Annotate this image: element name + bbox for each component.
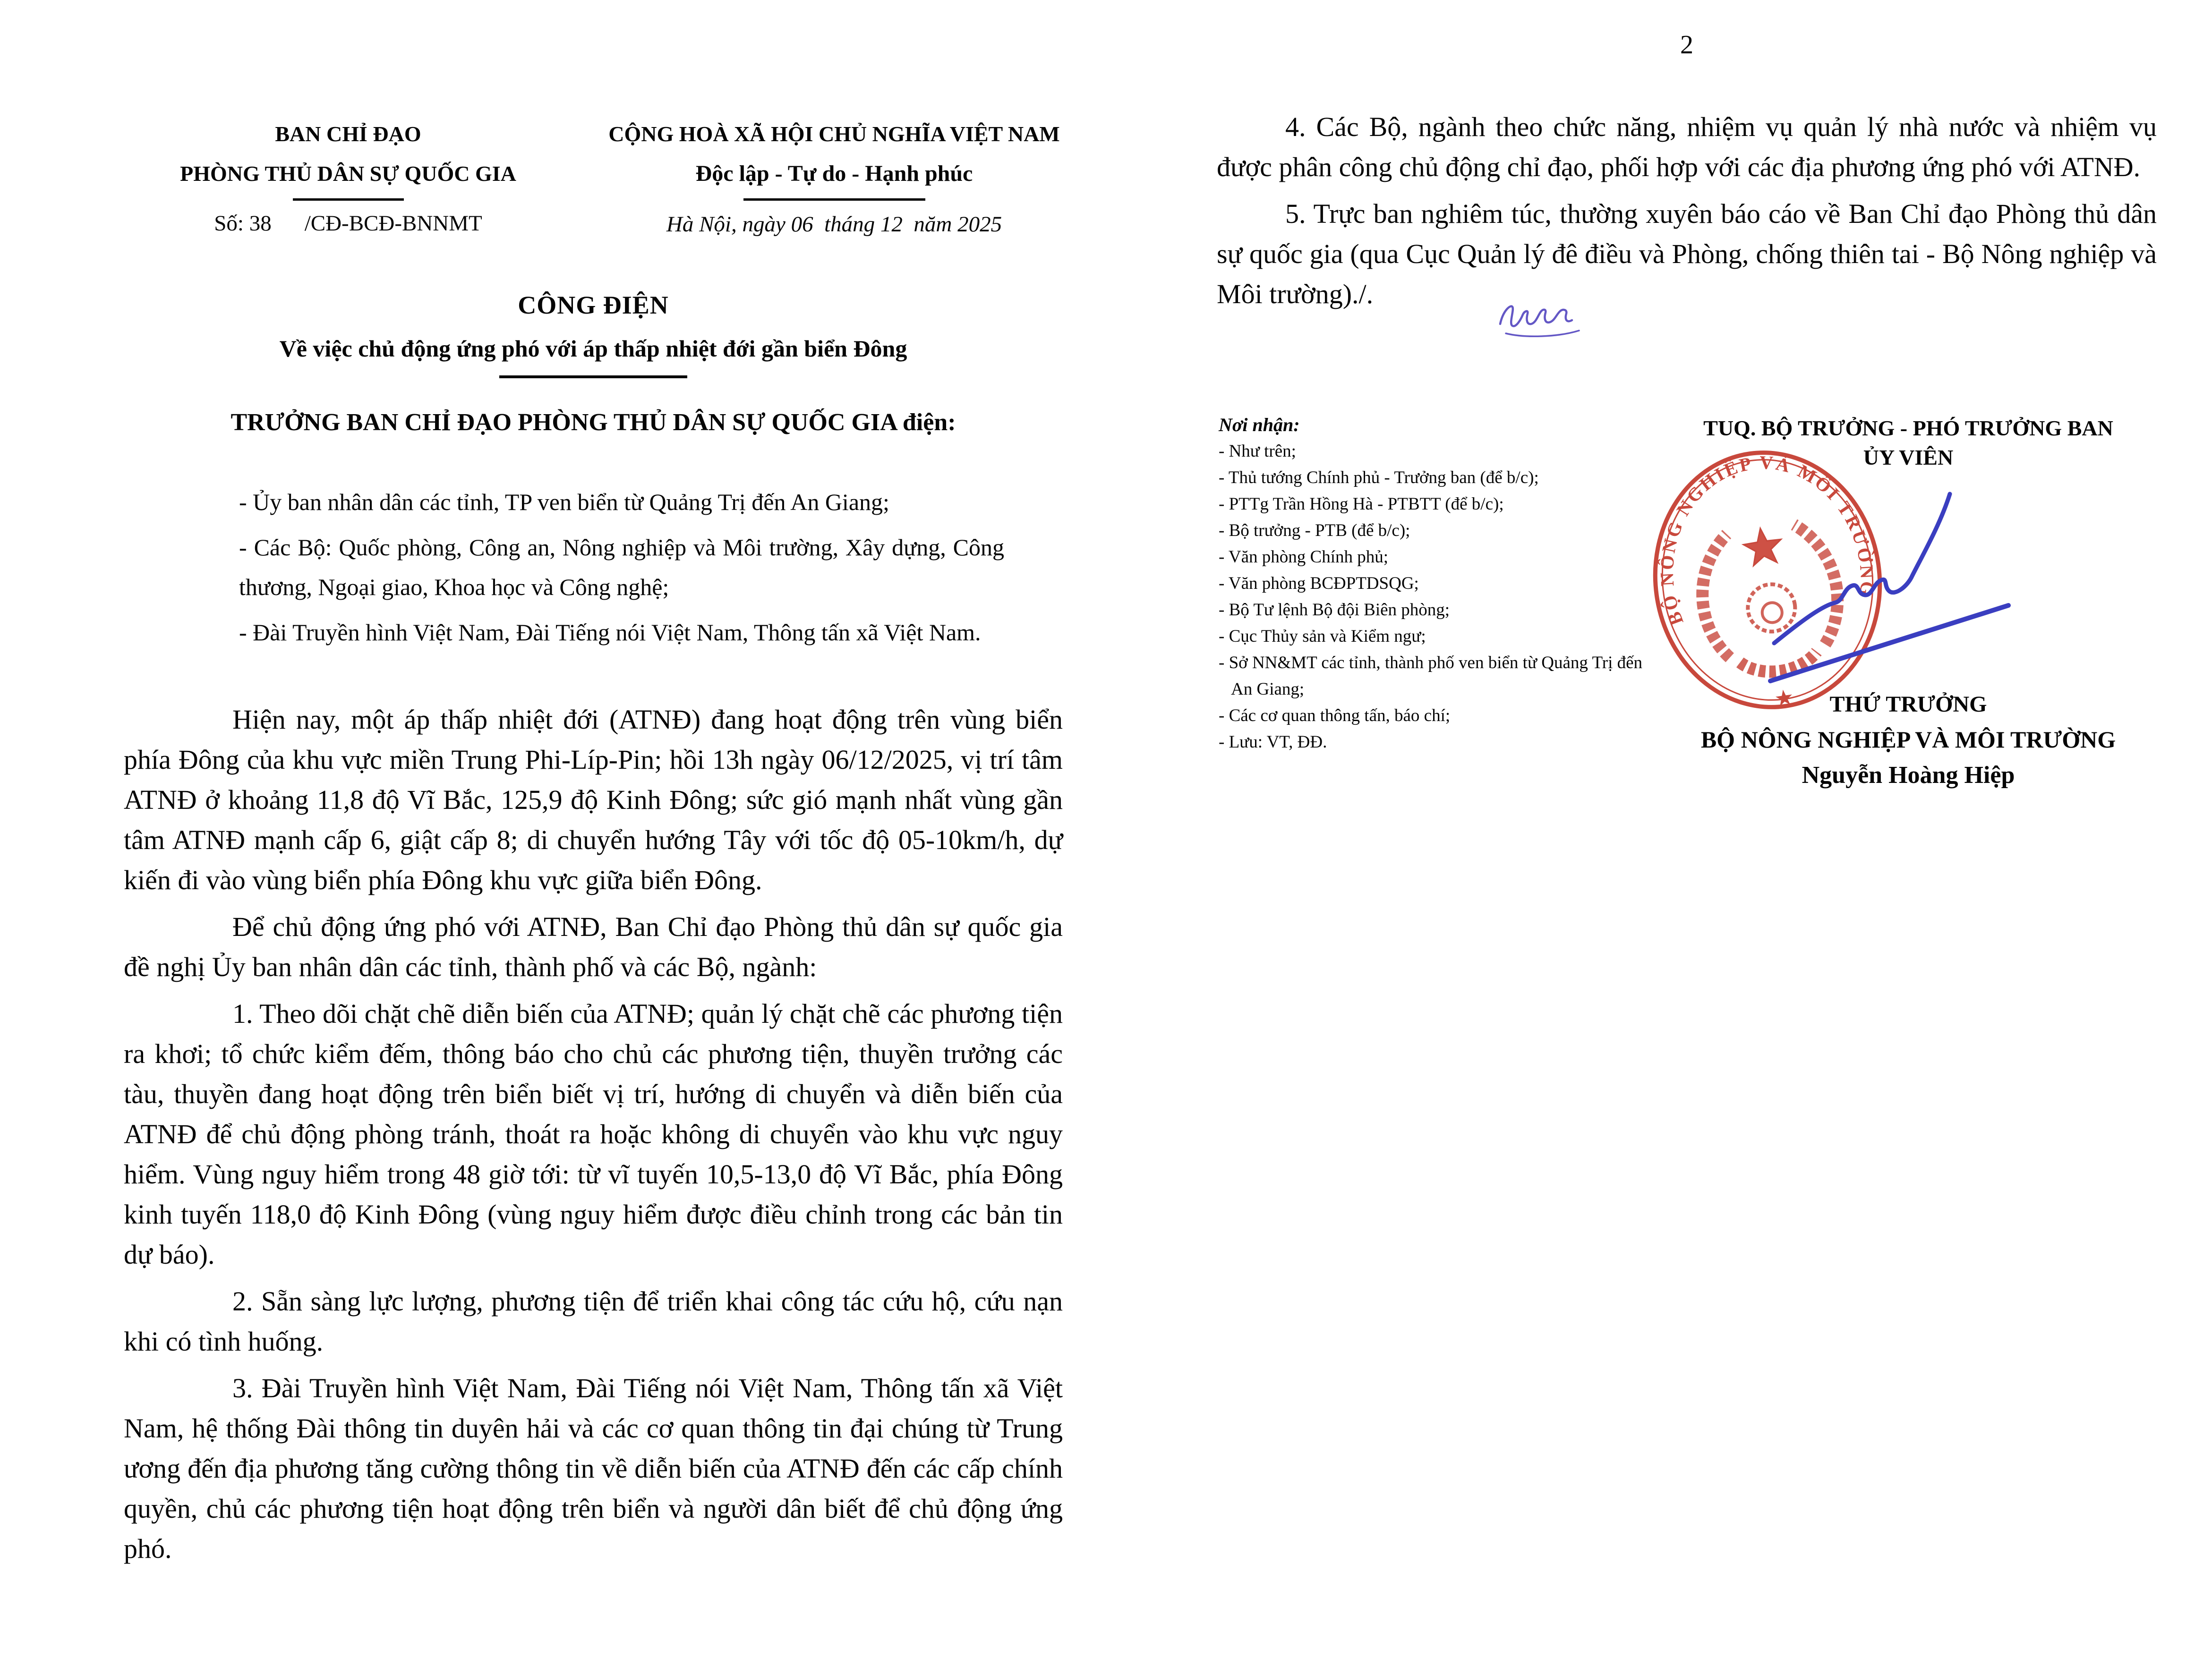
signer-position-line2: BỘ NÔNG NGHIỆP VÀ MÔI TRƯỜNG xyxy=(1700,726,2116,753)
place-and-date: Hà Nội, ngày 06 tháng 12 năm 2025 xyxy=(666,212,1002,237)
motto-underline xyxy=(743,198,925,201)
document-number: Số: 38 xyxy=(214,211,272,236)
title-separator xyxy=(499,375,687,378)
recipient-item: - Ủy ban nhân dân các tỉnh, TP ven biển từ Quảng Trị đến An Giang; xyxy=(239,489,889,515)
seal-bottom-star-icon: ★ xyxy=(1773,684,1796,712)
distribution-item: - Các cơ quan thông tấn, báo chí; xyxy=(1219,706,1451,725)
body-item-2: 2. Sẵn sàng lực lượng, phương tiện để triển khai công tác cứu hộ, cứu nạn khi có tình huống. xyxy=(124,1286,1063,1357)
distribution-item: - Lưu: VT, ĐĐ. xyxy=(1219,732,1327,752)
salutation-line: TRƯỞNG BAN CHỈ ĐẠO PHÒNG THỦ DÂN SỰ QUỐC GIA điện: xyxy=(231,409,956,436)
body-paragraph-situation: Hiện nay, một áp thấp nhiệt đới (ATNĐ) đang hoạt động trên vùng biển phía Đông của khu vực miền Trung Phi-Líp-Pin; hồi 13h ngày 06/12/2025, vị trí tâm ATNĐ ở khoảng 11,8 độ Vĩ Bắc, 125,9 độ Kinh Đông; sức gió mạnh nhất vùng gần tâm ATNĐ mạnh cấp 6, giật cấp 8; di chuyển hướng Tây với tốc độ 05-10km/h, dự kiến đi vào vùng biển phía Đông khu vực giữa biển Đông. xyxy=(124,704,1063,895)
agency-name-line2: PHÒNG THỦ DÂN SỰ QUỐC GIA xyxy=(180,161,516,186)
handwritten-initial-icon xyxy=(1492,297,1591,344)
issuing-agency-block xyxy=(124,114,572,238)
distribution-item: - PTTg Trần Hồng Hà - PTBTT (để b/c); xyxy=(1219,494,1504,514)
page-2-column xyxy=(1217,0,2157,314)
signing-authority-line2: ỦY VIÊN xyxy=(1863,445,1954,469)
seal-circular-text: BỘ NÔNG NGHIỆP VÀ MÔI TRƯỜNG xyxy=(1656,451,1879,629)
document-title: CÔNG ĐIỆN xyxy=(518,291,669,319)
distribution-item: - Thủ tướng Chính phủ - Trưởng ban (để b/c); xyxy=(1219,468,1539,487)
agency-underline xyxy=(293,198,404,201)
distribution-item: - Bộ trưởng - PTB (để b/c); xyxy=(1219,521,1410,540)
document-number-line xyxy=(124,209,572,238)
signer-position-line1: THỨ TRƯỞNG xyxy=(1829,692,1987,717)
body-item-3: 3. Đài Truyền hình Việt Nam, Đài Tiếng nói Việt Nam, Thông tấn xã Việt Nam, hệ thống Đài thông tin duyên hải và các cơ quan thông tin đại chúng từ Trung ương đến địa phương tăng cường thông tin về diễn biến của ATNĐ đến các cấp chính quyền, chủ các phương tiện hoạt động trên biển và người dân biết để chủ động ứng phó. xyxy=(124,1373,1063,1564)
national-motto-block xyxy=(572,114,1063,238)
recipient-item: - Các Bộ: Quốc phòng, Công an, Nông nghiệp và Môi trường, Xây dựng, Công thương, Ngoại giao, Khoa học và Công nghệ; xyxy=(239,534,1004,600)
body-item-4: 4. Các Bộ, ngành theo chức năng, nhiệm vụ quản lý nhà nước và nhiệm vụ được phân công chủ động chỉ đạo, phối hợp với các địa phương ứng phó với ATNĐ. xyxy=(1217,111,2157,182)
recipient-list xyxy=(239,482,1004,652)
signature-ink-icon xyxy=(1682,472,2041,699)
national-title: CỘNG HOÀ XÃ HỘI CHỦ NGHĨA VIỆT NAM xyxy=(608,122,1060,146)
document-subtitle: Về việc chủ động ứng phó với áp thấp nhiệt đới gần biển Đông xyxy=(279,335,907,362)
document-header xyxy=(124,114,1063,238)
page-1-column xyxy=(124,0,1063,1569)
body-paragraph-request: Để chủ động ứng phó với ATNĐ, Ban Chỉ đạo Phòng thủ dân sự quốc gia đề nghị Ủy ban nhân dân các tỉnh, thành phố và các Bộ, ngành: xyxy=(124,911,1063,982)
distribution-list xyxy=(1219,412,1646,756)
recipient-item: - Đài Truyền hình Việt Nam, Đài Tiếng nói Việt Nam, Thông tấn xã Việt Nam. xyxy=(239,619,981,646)
distribution-item: - Văn phòng Chính phủ; xyxy=(1219,547,1389,567)
signer-name: Nguyễn Hoàng Hiệp xyxy=(1802,762,2015,789)
distribution-item: - Như trên; xyxy=(1219,442,1296,461)
agency-name-line1: BAN CHỈ ĐẠO xyxy=(275,122,421,146)
distribution-item: - Cục Thủy sản và Kiểm ngư; xyxy=(1219,627,1426,646)
national-motto: Độc lập - Tự do - Hạnh phúc xyxy=(695,161,973,186)
document-code: /CĐ-BCĐ-BNNMT xyxy=(304,211,482,236)
distribution-label: Nơi nhận: xyxy=(1219,414,1300,435)
distribution-item: - Bộ Tư lệnh Bộ đội Biên phòng; xyxy=(1219,600,1450,620)
body-item-5: 5. Trực ban nghiêm túc, thường xuyên báo cáo về Ban Chỉ đạo Phòng thủ dân sự quốc gia (qua Cục Quản lý đê điều và Phòng, chống thiên tai - Bộ Nông nghiệp và Môi trường)./. xyxy=(1217,198,2157,309)
signing-authority-line1: TUQ. BỘ TRƯỞNG - PHÓ TRƯỞNG BAN xyxy=(1703,416,2113,440)
body-item-1: 1. Theo dõi chặt chẽ diễn biến của ATNĐ; quản lý chặt chẽ các phương tiện ra khơi; tổ chức kiểm đếm, thông báo cho chủ các phương tiện, thuyền trưởng các tàu, thuyền đang hoạt động trên biển biết vị trí, hướng di chuyển và diễn biến của ATNĐ để chủ động phòng tránh, thoát ra hoặc không di chuyển vào khu vực nguy hiểm. Vùng nguy hiểm trong 48 giờ tới: từ vĩ tuyến 10,5-13,0 độ Vĩ Bắc, phía Đông kinh tuyến 118,0 độ Kinh Đông (vùng nguy hiểm được điều chỉnh trong các bản tin dự báo). xyxy=(124,998,1063,1270)
distribution-item: - Văn phòng BCĐPTDSQG; xyxy=(1219,574,1419,593)
distribution-item: - Sở NN&MT các tỉnh, thành phố ven biển từ Quảng Trị đến An Giang; xyxy=(1219,653,1643,699)
page-number: 2 xyxy=(1680,30,1693,59)
